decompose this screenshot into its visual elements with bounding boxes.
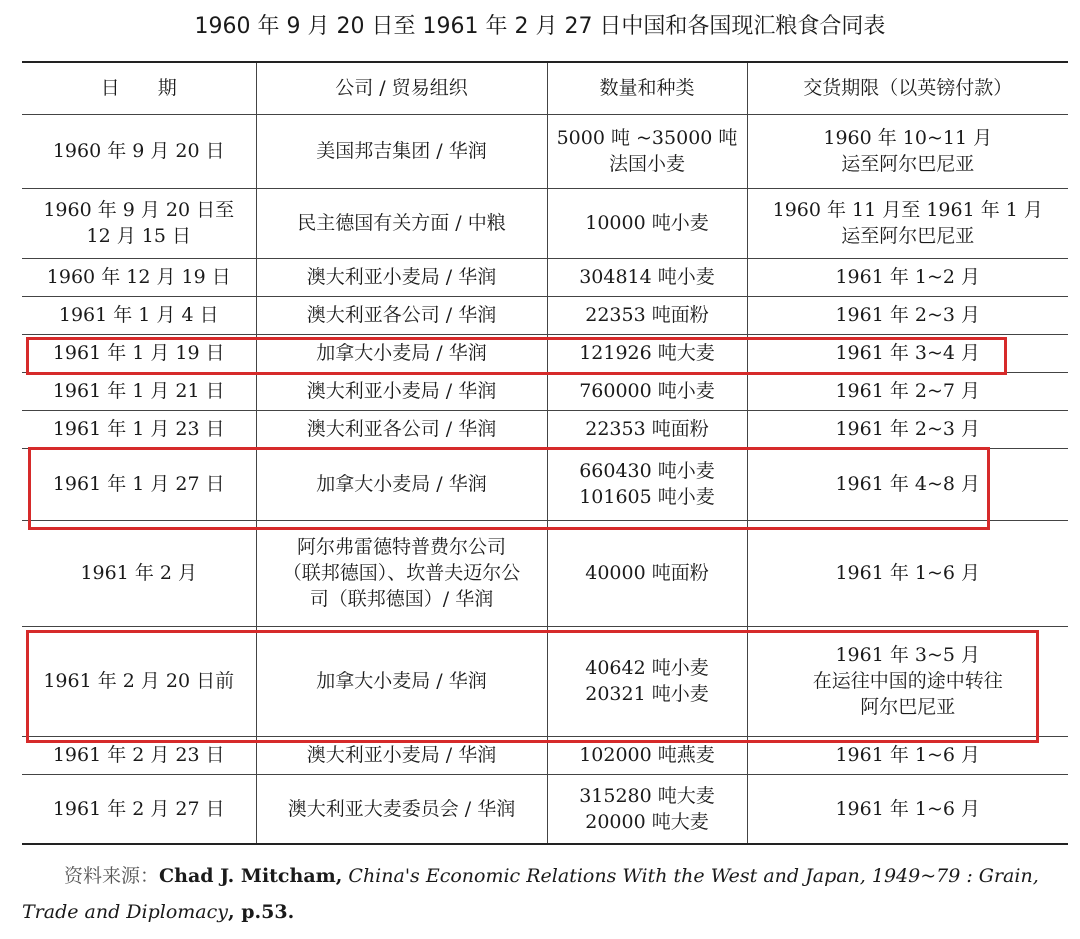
cell-date: [22, 448, 256, 520]
cell-line: 1961 年 1~6 月: [835, 797, 981, 820]
cell-quantity: [547, 188, 747, 258]
cell-delivery: [747, 626, 1068, 736]
cell-line: 阿尔巴尼亚: [860, 696, 956, 718]
cell-delivery: [747, 188, 1068, 258]
cell-date: [22, 372, 256, 410]
table-row: [22, 626, 1068, 736]
cell-line: 40642 吨小麦: [585, 657, 709, 679]
cell-quantity: [547, 258, 747, 296]
cell-company: [256, 372, 547, 410]
cell-company: [256, 626, 547, 736]
cell-line: 660430 吨小麦: [579, 460, 715, 482]
header-company: 公司 / 贸易组织: [256, 62, 547, 114]
cell-line: 1960 年 10~11 月: [823, 127, 993, 149]
cell-delivery: [747, 296, 1068, 334]
cell-company: [256, 296, 547, 334]
cell-line: 澳大利亚各公司 / 华润: [306, 418, 497, 440]
cell-line: 304814 吨小麦: [579, 266, 715, 288]
cell-line: 在运往中国的途中转往: [812, 670, 1003, 692]
cell-company: [256, 520, 547, 626]
cell-quantity: [547, 520, 747, 626]
cell-line: 1961 年 2 月 27 日: [52, 797, 225, 820]
cell-line: 美国邦吉集团 / 华润: [316, 140, 487, 162]
table-row: [22, 448, 1068, 520]
cell-line: 法国小麦: [608, 153, 685, 175]
cell-line: 加拿大小麦局 / 华润: [316, 670, 487, 692]
source-label: 资料来源：: [64, 865, 160, 887]
cell-date: [22, 334, 256, 372]
source-author: Chad J. Mitcham,: [159, 865, 343, 887]
table-row: [22, 520, 1068, 626]
header-date: 日 期: [22, 62, 256, 114]
table-row: [22, 736, 1068, 774]
cell-date: [22, 520, 256, 626]
table-row: [22, 114, 1068, 188]
cell-line: 1961 年 3~5 月: [835, 644, 981, 666]
cell-line: 1961 年 2 月 23 日: [52, 744, 225, 766]
table-header-row: [22, 62, 1068, 114]
cell-line: 12 月 15 日: [86, 225, 191, 247]
cell-quantity: [547, 114, 747, 188]
cell-date: [22, 258, 256, 296]
page-title: 1960 年 9 月 20 日至 1961 年 2 月 27 日中国和各国现汇粮食合同表: [194, 14, 886, 39]
cell-line: 澳大利亚小麦局 / 华润: [306, 744, 497, 766]
cell-quantity: [547, 448, 747, 520]
cell-line: 澳大利亚小麦局 / 华润: [306, 266, 497, 288]
cell-line: 1961 年 1 月 21 日: [52, 380, 225, 402]
cell-delivery: [747, 520, 1068, 626]
cell-company: [256, 188, 547, 258]
cell-line: 澳大利亚大麦委员会 / 华润: [287, 797, 516, 820]
cell-line: 1961 年 4~8 月: [835, 473, 981, 495]
cell-line: 1961 年 2~3 月: [835, 418, 981, 440]
cell-date: [22, 188, 256, 258]
cell-delivery: [747, 114, 1068, 188]
table-row: [22, 410, 1068, 448]
cell-date: [22, 296, 256, 334]
cell-delivery: [747, 774, 1068, 844]
cell-line: 1960 年 9 月 20 日至: [43, 199, 235, 221]
contracts-table: [22, 61, 1068, 845]
cell-line: 760000 吨小麦: [579, 380, 715, 402]
cell-line: 1961 年 1 月 19 日: [52, 342, 225, 364]
table-row: [22, 334, 1068, 372]
cell-line: 司（联邦德国）/ 华润: [309, 588, 494, 610]
cell-line: 20000 吨大麦: [585, 810, 709, 833]
cell-line: 1961 年 1 月 23 日: [52, 418, 225, 440]
cell-delivery: [747, 372, 1068, 410]
cell-company: [256, 736, 547, 774]
cell-date: [22, 736, 256, 774]
cell-line: 22353 吨面粉: [585, 304, 709, 326]
cell-company: [256, 334, 547, 372]
cell-line: 1961 年 2~3 月: [835, 304, 981, 326]
cell-quantity: [547, 372, 747, 410]
cell-delivery: [747, 448, 1068, 520]
cell-line: 民主德国有关方面 / 中粮: [297, 212, 506, 234]
cell-date: [22, 410, 256, 448]
cell-line: 1961 年 3~4 月: [835, 342, 981, 364]
cell-quantity: [547, 410, 747, 448]
cell-quantity: [547, 774, 747, 844]
source-page: , p.53.: [228, 901, 295, 923]
cell-line: 1960 年 9 月 20 日: [52, 140, 225, 162]
cell-line: 1961 年 1~2 月: [835, 266, 981, 288]
table-row: [22, 258, 1068, 296]
cell-quantity: [547, 736, 747, 774]
cell-line: 阿尔弗雷德特普费尔公司: [296, 536, 506, 558]
cell-line: 1961 年 2~7 月: [835, 380, 981, 402]
cell-quantity: [547, 626, 747, 736]
cell-line: 10000 吨小麦: [585, 212, 709, 234]
cell-line: 315280 吨大麦: [579, 784, 715, 807]
cell-delivery: [747, 736, 1068, 774]
cell-line: 运至阿尔巴尼亚: [841, 153, 975, 175]
cell-delivery: [747, 410, 1068, 448]
cell-company: [256, 258, 547, 296]
cell-delivery: [747, 334, 1068, 372]
cell-line: 运至阿尔巴尼亚: [841, 225, 975, 247]
cell-company: [256, 774, 547, 844]
table-body: [22, 114, 1068, 844]
cell-line: 22353 吨面粉: [585, 418, 709, 440]
cell-line: 1961 年 1~6 月: [835, 562, 981, 584]
cell-line: 5000 吨 ~35000 吨: [556, 127, 738, 149]
cell-line: 加拿大小麦局 / 华润: [316, 342, 487, 364]
cell-date: [22, 114, 256, 188]
cell-line: 澳大利亚各公司 / 华润: [306, 304, 497, 326]
source-book-title: China's Economic Relations With the West and Japan, 1949~79 : Grain, Trade and Diplomacy: [22, 865, 1039, 923]
cell-line: 1960 年 11 月至 1961 年 1 月: [772, 199, 1043, 221]
cell-company: [256, 410, 547, 448]
header-quantity: 数量和种类: [547, 62, 747, 114]
cell-line: 101605 吨小麦: [579, 486, 715, 508]
table-row: [22, 774, 1068, 844]
cell-line: 1961 年 1~6 月: [835, 744, 981, 766]
cell-line: 加拿大小麦局 / 华润: [316, 473, 487, 495]
cell-line: 澳大利亚小麦局 / 华润: [306, 380, 497, 402]
cell-company: [256, 114, 547, 188]
cell-date: [22, 774, 256, 844]
cell-line: （联邦德国）、坎普夫迈尔公: [282, 562, 521, 584]
cell-line: 121926 吨大麦: [579, 342, 715, 364]
cell-line: 1961 年 1 月 27 日: [52, 473, 225, 495]
cell-quantity: [547, 334, 747, 372]
cell-line: 1960 年 12 月 19 日: [46, 266, 231, 288]
cell-line: 20321 吨小麦: [585, 683, 709, 705]
table-row: [22, 296, 1068, 334]
cell-quantity: [547, 296, 747, 334]
source-note: [22, 858, 1068, 930]
table-row: [22, 188, 1068, 258]
cell-delivery: [747, 258, 1068, 296]
cell-company: [256, 448, 547, 520]
cell-line: 40000 吨面粉: [585, 562, 709, 584]
cell-line: 1961 年 2 月 20 日前: [43, 670, 235, 692]
header-delivery: 交货期限（以英镑付款）: [747, 62, 1068, 114]
cell-line: 102000 吨燕麦: [579, 744, 715, 766]
cell-date: [22, 626, 256, 736]
table-row: [22, 372, 1068, 410]
cell-line: 1961 年 1 月 4 日: [58, 304, 219, 326]
cell-line: 1961 年 2 月: [80, 562, 198, 584]
